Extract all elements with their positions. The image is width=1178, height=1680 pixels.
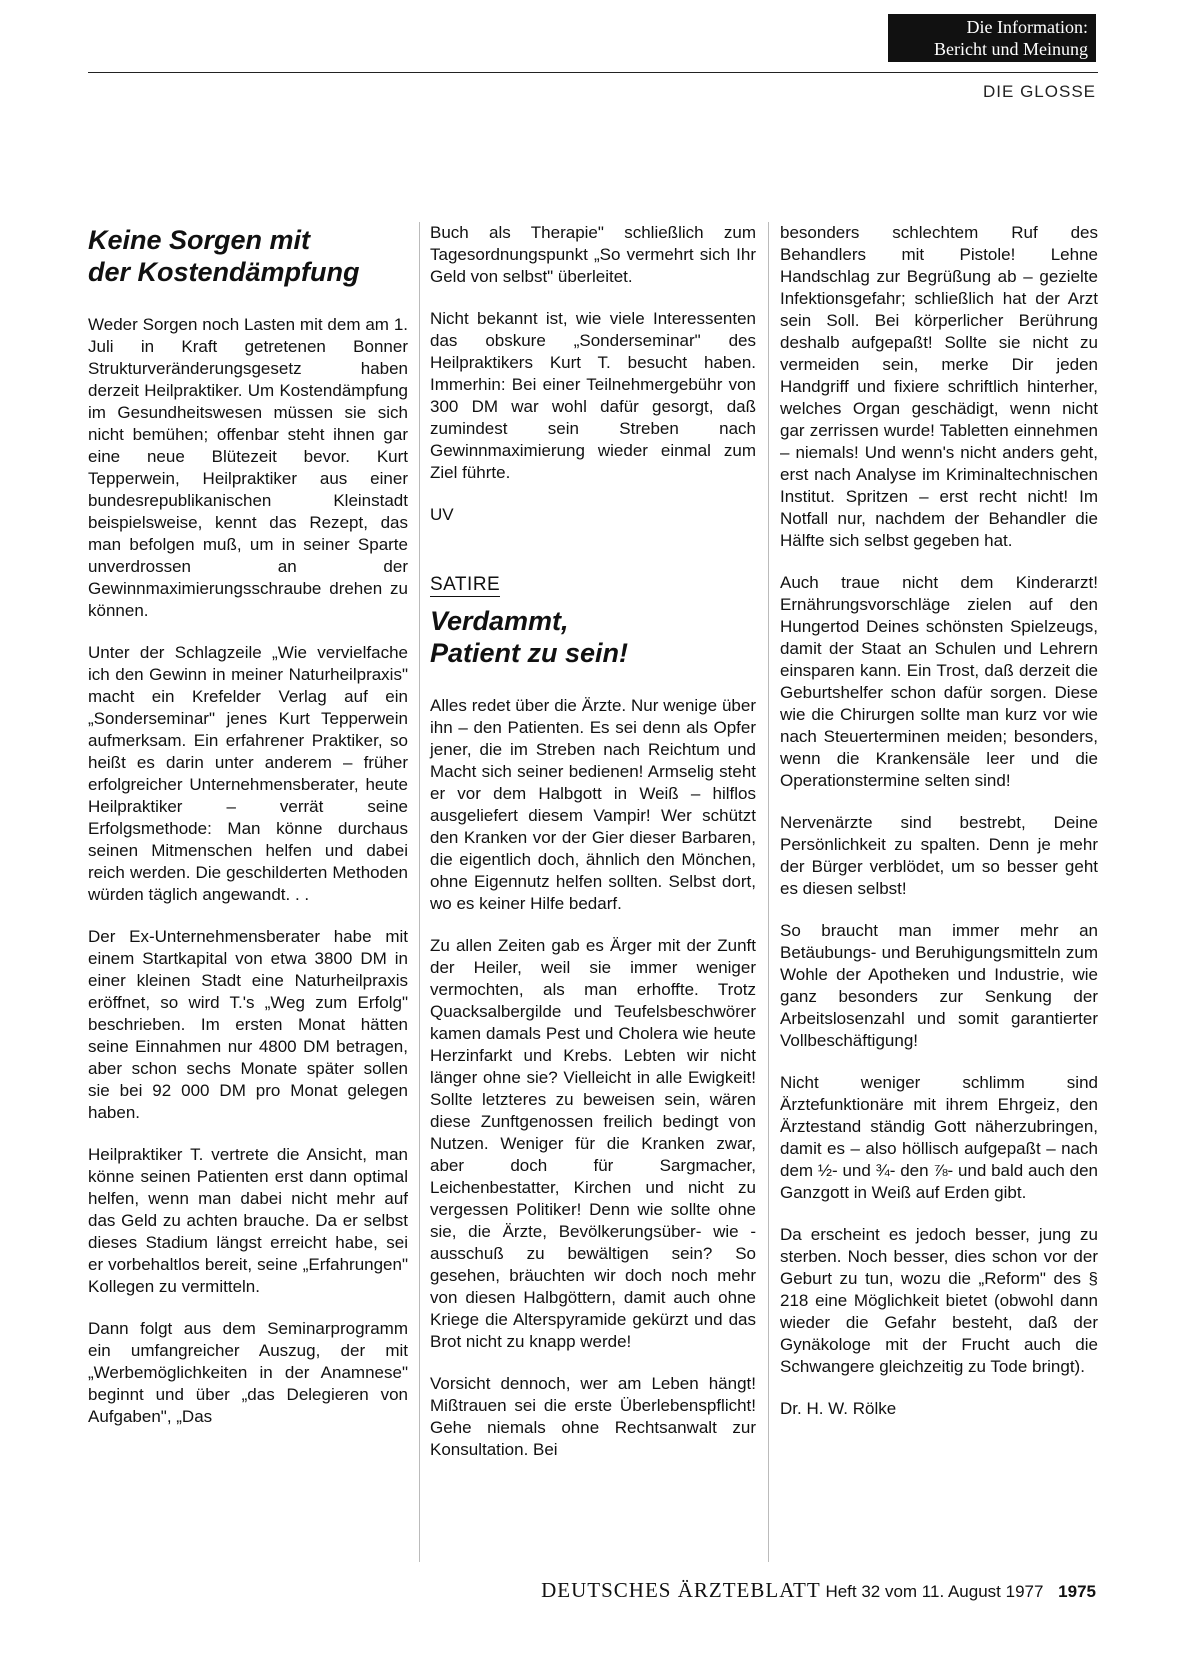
- article-2-author: Dr. H. W. Rölke: [780, 1399, 897, 1418]
- paragraph: Nervenärzte sind bestrebt, Deine Persönlichkeit zu spalten. Denn je mehr der Bürger verblödet, um so besser geht es diesen selbst!: [780, 813, 1098, 898]
- paragraph: Alles redet über die Ärzte. Nur wenige über ihn – den Patienten. Es sei denn als Opfer jener, die im Streben nach Reichtum und Macht sich seiner bedienen! Armselig steht er vor dem Halbgott in Weiß – hilflos ausgeliefert diesem Vampir! Wer schützt den Kranken vor der Gier dieser Barbaren, die eigentlich doch, ähnlich den Mönchen, ohne Eigennutz helfen sollten. Selbst dort, wo es keiner Hilfe bedarf.: [430, 696, 756, 913]
- paragraph: Vorsicht dennoch, wer am Leben hängt! Mißtrauen sei die erste Überlebenspflicht! Gehe niemals ohne Rechtsanwalt zur Konsultation. Bei: [430, 1374, 756, 1459]
- article-1-title-line-1: Keine Sorgen mit: [88, 225, 311, 255]
- column-divider: [419, 222, 420, 1562]
- paragraph: Nicht bekannt ist, wie viele Interessenten das obskure „Sonderseminar" des Heilpraktikers Kurt T. besucht haben. Immerhin: Bei einer Teilnehmergebühr von 300 DM war wohl dafür gesorgt, daß zumindest sein Streben nach Gewinnmaximierung wieder einmal zum Ziel führte.: [430, 309, 756, 482]
- paragraph: Da erscheint es jedoch besser, jung zu sterben. Noch besser, dies schon vor der Geburt zu tun, wozu die „Reform" des § 218 eine Möglichkeit bietet (obwohl dann wieder die Gefahr besteht, daß der Gynäkologe mit der Frucht auch die Schwangere gleichzeitig zu Tode bringt).: [780, 1225, 1098, 1376]
- article-2-kicker: SATIRE: [430, 574, 501, 595]
- section-label: DIE GLOSSE: [983, 82, 1096, 101]
- paragraph: Heilpraktiker T. vertrete die Ansicht, man könne seinen Patienten erst dann optimal helfen, wenn man dabei nicht mehr auf das Geld zu achten brauche. Da er selbst dieses Stadium längst erreicht habe, sei er vorbehaltlos bereit, seine „Erfahrungen" Kollegen zu vermitteln.: [88, 1145, 408, 1296]
- paragraph: besonders schlechtem Ruf des Behandlers mit Pistole! Lehne Handschlag zur Begrüßung ab – gezielte Infektionsgefahr; schließlich hat der Arzt sein Soll. Bei körperlicher Berührung deshalb aufgepaßt! Sollte sie nicht zu vermeiden sein, merke Dir jeden Handgriff und fixiere schriftlich hinterher, welches Organ geschädigt, wenn nicht gar zerrissen wurde! Tabletten einnehmen – niemals! Und wenn's nicht anders geht, erst nach Analyse im Kriminaltechnischen Institut. Spritzen – erst recht nicht! Im Notfall nur, nachdem der Behandler die Hälfte sich selbst gegeben hat.: [780, 223, 1098, 550]
- article-1-signature: UV: [430, 505, 454, 524]
- column-1: [88, 224, 408, 1448]
- column-3: [780, 222, 1098, 1440]
- paragraph: Auch traue nicht dem Kinderarzt! Ernährungsvorschläge zielen auf den Hungertod Deines schönsten Spielzeugs, damit der Staat an Schulen und Lehrern einsparen kann. Ein Trost, daß derzeit die Geburtshelfer schon dafür sorgen. Diese wie die Chirurgen sollte man kurz vor wie nach Steuerterminen meiden; besonders, wenn die Krankensäle leer und die Operationstermine selten sind!: [780, 573, 1098, 790]
- article-1-title: [88, 224, 408, 288]
- paragraph: Zu allen Zeiten gab es Ärger mit der Zunft der Heiler, weil sie immer weniger vermochten, als man erhoffte. Trotz Quacksalbergilde und Teufelsbeschwörer kamen damals Pest und Cholera wie heute Herzinfarkt und Krebs. Lebten wir nicht länger ohne sie? Vielleicht in alle Ewigkeit! Sollte letzteres zu beweisen sein, wären diese Zunftgenossen freilich bedingt von Nutzen. Weniger für die Kranken zwar, aber doch für Sargmacher, Leichenbestatter, Kirchen und nicht zu vergessen Politiker! Denn wie sollte ohne sie, die Ärzte, Bevölkerungsüber- wie -ausschuß zu bewältigen sein? So gesehen, bräuchten wir doch noch mehr von diesen Halbgöttern, damit auch ohne Kriege die Alterspyramide gekürzt und das Brot nicht zu knapp werde!: [430, 936, 756, 1351]
- paragraph: Buch als Therapie" schließlich zum Tagesordnungspunkt „So vermehrt sich Ihr Geld von selbst" überleitet.: [430, 223, 756, 286]
- column-2: [430, 222, 756, 1481]
- issue-info: Heft 32 vom 11. August 1977: [825, 1582, 1044, 1601]
- article-2-title-line-1: Verdammt,: [430, 606, 569, 636]
- paragraph: Unter der Schlagzeile „Wie vervielfache ich den Gewinn in meiner Naturheilpraxis" macht ein Krefelder Verlag auf ein „Sonderseminar" jenes Kurt Tepperwein aufmerksam. Ein erfahrener Praktiker, so heißt es darin unter anderem – früher erfolgreicher Unternehmensberater, heute Heilpraktiker – verrät seine Erfolgsmethode: Man könne durchaus seinen Mitmenschen helfen und dabei reich werden. Die geschilderten Methoden würden täglich angewandt. . .: [88, 643, 408, 904]
- page-footer: [541, 1578, 1096, 1603]
- page-number: 1975: [1058, 1582, 1096, 1601]
- paragraph: Dann folgt aus dem Seminarprogramm ein umfangreicher Auszug, der mit „Werbemöglichkeiten in der Anamnese" beginnt und über „das Delegieren von Aufgaben", „Das: [88, 1319, 408, 1426]
- badge-line-2: Bericht und Meinung: [934, 39, 1088, 59]
- paragraph: So braucht man immer mehr an Betäubungs- und Beruhigungsmitteln zum Wohle der Apotheken und Industrie, wie ganz besonders zur Senkung der Arbeitslosenzahl und somit garantierter Vollbeschäftigung!: [780, 921, 1098, 1050]
- paragraph: Nicht weniger schlimm sind Ärztefunktionäre mit ihrem Ehrgeiz, den Ärztestand ständig Gott näherzubringen, damit es – also höllisch aufgepaßt – nach dem ½- und ¾- den ⅞- und bald auch den Ganzgott in Weiß auf Erden gibt.: [780, 1073, 1098, 1202]
- column-divider: [768, 222, 769, 1562]
- article-1-title-line-2: der Kostendämpfung: [88, 257, 360, 287]
- header-rule: [88, 72, 1098, 73]
- article-2-title-line-2: Patient zu sein!: [430, 638, 629, 668]
- paragraph: Weder Sorgen noch Lasten mit dem am 1. Juli in Kraft getretenen Bonner Strukturveränderungsgesetz haben derzeit Heilpraktiker. Um Kostendämpfung im Gesundheitswesen müssen sie sich nicht bemühen; offenbar steht ihnen gar eine neue Blütezeit bevor. Kurt Tepperwein, Heilpraktiker aus einer bundesrepublikanischen Kleinstadt beispielsweise, kennt das Rezept, das man befolgen muß, um in seiner Sparte unverdrossen an der Gewinnmaximierungsschraube drehen zu können.: [88, 315, 408, 620]
- magazine-name: DEUTSCHES ÄRZTEBLATT: [541, 1578, 821, 1602]
- badge-line-1: Die Information:: [966, 17, 1088, 37]
- section-badge: [888, 14, 1096, 62]
- paragraph: Der Ex-Unternehmensberater habe mit einem Startkapital von etwa 3800 DM in einer kleinen Stadt eine Naturheilpraxis eröffnet, so wird T.'s „Weg zum Erfolg" beschrieben. Im ersten Monat hätten seine Einnahmen nur 4800 DM betragen, aber schon sechs Monate später sollen sie bei 92 000 DM pro Monat gelegen haben.: [88, 927, 408, 1122]
- article-2-title: [430, 605, 756, 669]
